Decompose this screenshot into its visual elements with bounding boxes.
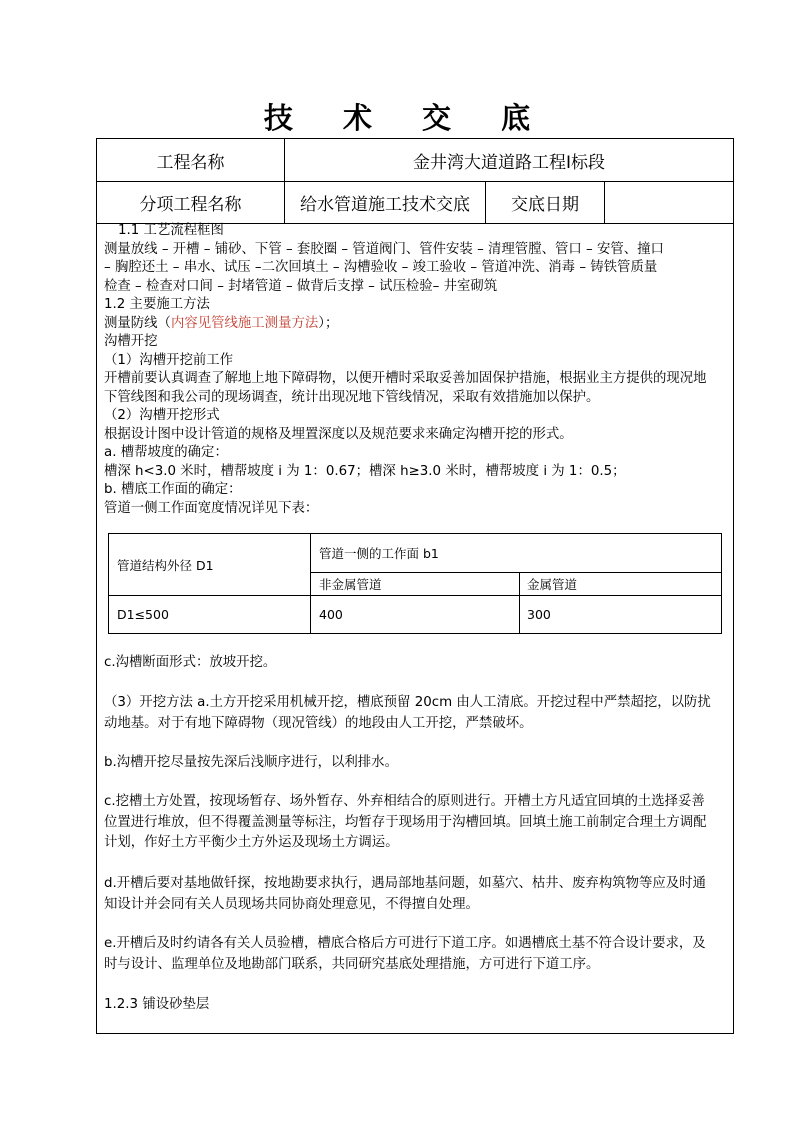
survey-suffix: ）； — [318, 315, 339, 331]
survey-reference: 内容见管线施工测量方法 — [170, 315, 319, 331]
trench-title: 沟槽开挖 — [104, 334, 158, 349]
table-header-outer-diameter: 管道结构外径 D1 — [117, 557, 214, 573]
section-c-text: c.沟槽断面形式：放坡开挖。 — [104, 655, 277, 670]
step3-line-1: （3）开挖方法 a.土方开挖采用机械开挖，槽底预留 20cm 由人工清底。开挖过程中严禁超挖，以防扰 — [104, 695, 711, 710]
workface-title: b. 槽底工作面的确定： — [104, 482, 242, 497]
project-name-label: 工程名称 — [156, 152, 225, 173]
sub-project-value: 给水管道施工技术交底 — [300, 195, 470, 215]
para-c-line-2: 位置进行堆放，但不得覆盖测量等标注，均暂存于现场用于沟槽回填。回填土施工前制定合理土方调配 — [104, 814, 707, 830]
date-value — [605, 182, 733, 223]
section-1-2-3-heading: 1.2.3 铺设砂垫层 — [104, 997, 210, 1012]
table-col-divider-2 — [519, 572, 520, 633]
table-subheader-metal: 金属管道 — [527, 577, 578, 592]
step1-title: （1）沟槽开挖前工作 — [104, 352, 234, 368]
flow-line-1: 测量放线 – 开槽 – 铺砂、下管 – 套胶圈 – 管道阀门、管件安装 – 清理管膛、管口 – 安管、撞口 — [104, 241, 664, 257]
section-1-2-3-block — [104, 995, 728, 1016]
para-c-block — [104, 792, 728, 854]
sub-project-label: 分项工程名称 — [139, 195, 242, 215]
content-top-block — [104, 222, 728, 518]
para-d-line-2: 知设计并会同有关人员现场共同协商处理意见，不得擅自处理。 — [104, 896, 479, 912]
table-header-workface: 管道一侧的工作面 b1 — [319, 546, 439, 561]
para-c-line-3: 计划，作好土方平衡少土方外运及现场土方调运。 — [104, 835, 399, 850]
section-1-1-heading: 1.1 工艺流程框图 — [118, 223, 224, 238]
step3-block — [104, 693, 728, 734]
para-b-text: b.沟槽开挖尽量按先深后浅顺序进行，以利排水。 — [104, 755, 398, 770]
workface-width-table — [108, 533, 722, 634]
slope-title: a. 槽帮坡度的确定： — [104, 445, 228, 460]
table-row-label: D1≤500 — [117, 607, 169, 622]
survey-prefix: 测量防线（ — [104, 315, 171, 331]
section-c — [104, 653, 728, 674]
step1-line-1: 开槽前要认真调查了解地上地下障碍物，以便开槽时采取妥善加固保护措施，根据业主方提供的现况地 — [104, 371, 707, 386]
step2-text: 根据设计图中设计管道的规格及埋置深度以及规范要求来确定沟槽开挖的形式。 — [104, 426, 573, 442]
table-col-divider-1 — [310, 534, 311, 633]
survey-line — [104, 315, 728, 334]
para-d-block — [104, 874, 728, 915]
table-row-nonmetal: 400 — [319, 607, 343, 622]
step1-line-2: 下管线图和我公司的现场调查，统计出现况地下管线情况，采取有效措施加以保护。 — [104, 389, 600, 405]
para-e-line-2: 时与设计、监理单位及地勘部门联系，共同研究基底处理措施，方可进行下道工序。 — [104, 956, 600, 972]
para-d-line-1: d.开槽后要对基地做钎探，按地勘要求执行，遇局部地基问题，如墓穴、枯井、废弃构筑物等应及时通 — [104, 876, 706, 891]
table-subheader-nonmetal: 非金属管道 — [319, 577, 382, 592]
document-title: 技 术 交 底 — [263, 101, 551, 135]
flow-line-3: 检查 – 检查对口间 – 封堵管道 – 做背后支撑 – 试压检验– 井室砌筑 — [104, 278, 498, 294]
slope-text: 槽深 h<3.0 米时，槽帮坡度 i 为 1：0.67；槽深 h≥3.0 米时，槽帮坡度 i 为 1：0.5； — [104, 463, 626, 479]
step2-title: （2）沟槽开挖形式 — [104, 408, 220, 423]
project-name-value: 金井湾大道道路工程Ⅰ标段 — [412, 152, 605, 173]
flow-line-2: – 胸腔还土 – 串水、试压 –二次回填土 – 沟槽验收 – 竣工验收 – 管道冲洗、消毒 – 铸铁管质量 — [104, 260, 658, 275]
workface-text: 管道一侧工作面宽度情况详见下表： — [104, 500, 319, 516]
table-row-metal: 300 — [527, 607, 551, 622]
date-label: 交底日期 — [511, 195, 579, 215]
para-e-block — [104, 934, 728, 975]
para-c-line-1: c.挖槽土方处置，按现场暂存、场外暂存、外弃相结合的原则进行。开槽土方凡适宜回填的土选择妥善 — [104, 794, 705, 809]
para-e-line-1: e.开槽后及时约请各有关人员验槽，槽底合格后方可进行下道工序。如遇槽底土基不符合设计要求，及 — [104, 936, 706, 951]
step3-line-2: 动地基。对于有地下障碍物（现况管线）的地段由人工开挖，严禁破坏。 — [104, 715, 533, 731]
para-b-block — [104, 753, 728, 774]
section-1-2-heading: 1.2 主要施工方法 — [104, 297, 210, 312]
